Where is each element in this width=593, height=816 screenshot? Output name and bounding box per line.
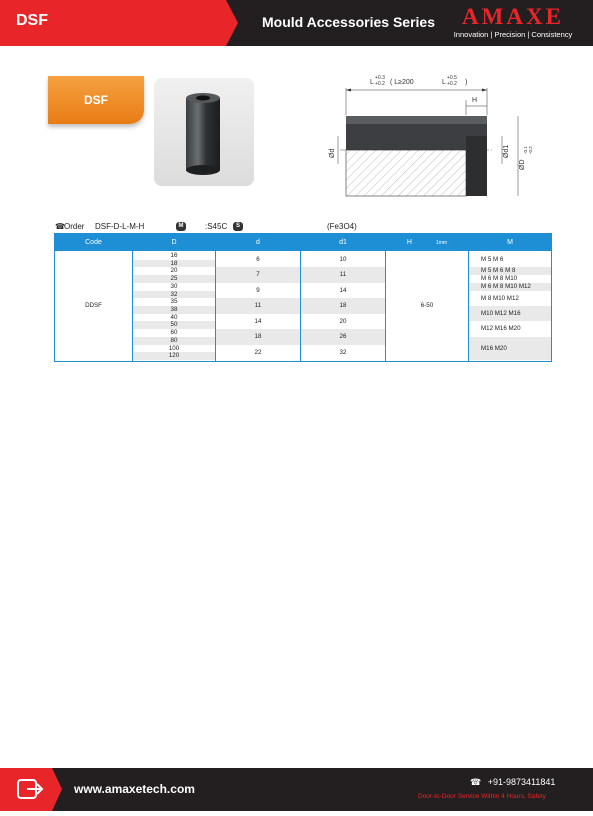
- header-d: d: [216, 234, 300, 251]
- d1-cell: 20: [339, 317, 347, 325]
- outer-d-label: ØD: [519, 159, 526, 170]
- M-cell: M 6 M 8 M10 M12: [481, 282, 531, 290]
- d-cell: 7: [256, 271, 260, 279]
- dimension-drawing: [320, 70, 540, 200]
- d1-cell: 10: [339, 256, 347, 263]
- M-cell: M 5 M 6: [481, 256, 504, 263]
- technical-drawing: [320, 70, 540, 200]
- svg-text:): ): [465, 79, 468, 86]
- D-cell: 40: [170, 313, 178, 321]
- d1-cell: 32: [339, 348, 347, 356]
- brand-tagline: Innovation | Precision | Consistency: [453, 30, 573, 39]
- footer-url[interactable]: www.amaxetech.com: [74, 782, 195, 796]
- M-cell: M 8 M10 M12: [481, 294, 519, 302]
- header-bar: [0, 0, 593, 46]
- length-tol2-upper: +0.5: [447, 75, 457, 81]
- material-value: :S45C: [205, 222, 228, 231]
- length-label-2: L: [442, 79, 446, 86]
- D-cell: 60: [170, 329, 178, 337]
- d1-cell: 26: [339, 333, 347, 341]
- M-cell: M16 M20: [481, 344, 507, 352]
- d-cell: 11: [254, 302, 262, 310]
- D-cell: 80: [170, 336, 178, 344]
- product-tab: [48, 76, 144, 124]
- d-cell: 9: [256, 286, 260, 294]
- header-H: [386, 234, 468, 251]
- header-d1: d1: [301, 234, 385, 251]
- header-H-unit: 1mm: [435, 240, 448, 246]
- d-cell: 6: [256, 256, 260, 263]
- series-title: Mould Accessories Series: [262, 14, 436, 30]
- outer-tol-lower: -0.2: [528, 146, 533, 154]
- brand-name: AMAXE: [462, 4, 564, 29]
- length-tol-lower: +0.2: [375, 81, 385, 87]
- footer-tagline: Door-to-Door Service Within 4 Hours, Safety: [418, 793, 546, 800]
- d-cell: 22: [254, 348, 262, 356]
- d1-label: Ød1: [503, 144, 510, 158]
- code-cell: DDSF: [85, 302, 102, 309]
- product-tab-label: DSF: [84, 93, 108, 107]
- M-cell: M12 M16 M20: [481, 325, 521, 333]
- bushing-image: [154, 78, 254, 186]
- order-label: Order: [64, 222, 85, 231]
- product-code-title: DSF: [16, 12, 48, 29]
- material-badge: M: [176, 222, 186, 231]
- footer-phone-number: +91-9873411841: [487, 777, 556, 787]
- footer-icon-block: [0, 768, 62, 811]
- h-label: H: [472, 97, 478, 104]
- D-cell: 120: [168, 352, 180, 360]
- telephone-icon: ☎: [470, 777, 482, 787]
- length-label: L: [370, 79, 374, 86]
- d-label: Ød: [329, 148, 336, 158]
- D-cell: 100: [168, 344, 180, 352]
- D-cell: 20: [170, 267, 178, 275]
- D-cell: 32: [170, 290, 178, 298]
- D-cell: 38: [170, 306, 178, 313]
- d1-cell: 14: [339, 286, 347, 294]
- length-tol2-lower: +0.2: [447, 81, 457, 87]
- header-M: M: [469, 234, 551, 251]
- d-cell: 14: [254, 317, 262, 325]
- D-cell: 30: [170, 282, 178, 290]
- M-cell: M 5 M 6 M 8: [481, 267, 516, 275]
- header-D: D: [133, 234, 215, 251]
- surface-badge: S: [233, 222, 243, 231]
- d1-cell: 18: [339, 302, 347, 310]
- length-range: ( L≥200: [390, 79, 414, 86]
- d1-cell: 11: [339, 271, 347, 279]
- brand-logo: [442, 4, 584, 44]
- phone-icon: ☎: [55, 222, 65, 231]
- D-cell: 25: [170, 275, 178, 283]
- M-cell: M 6 M 8 M10: [481, 275, 518, 283]
- d-cell: 18: [254, 333, 262, 341]
- H-cell: 6-50: [420, 302, 434, 309]
- surface-value: (Fe3O4): [327, 222, 357, 231]
- product-photo: [154, 78, 254, 186]
- footer-bar: [0, 768, 593, 811]
- length-tol-upper: +0.3: [375, 75, 385, 81]
- D-cell: 50: [170, 321, 178, 329]
- D-cell: 18: [170, 259, 178, 267]
- M-cell: M10 M12 M16: [481, 310, 521, 317]
- footer-phone: [470, 777, 555, 788]
- spec-table: [54, 233, 552, 362]
- D-cell: 16: [170, 252, 178, 259]
- outer-tol-upper: -0.1: [523, 146, 528, 154]
- header-code: Code: [55, 234, 132, 251]
- D-cell: 35: [170, 298, 178, 306]
- link-icon: [0, 768, 62, 811]
- order-code: DSF-D-L-M-H: [95, 222, 145, 231]
- header-H-label: H: [406, 239, 412, 246]
